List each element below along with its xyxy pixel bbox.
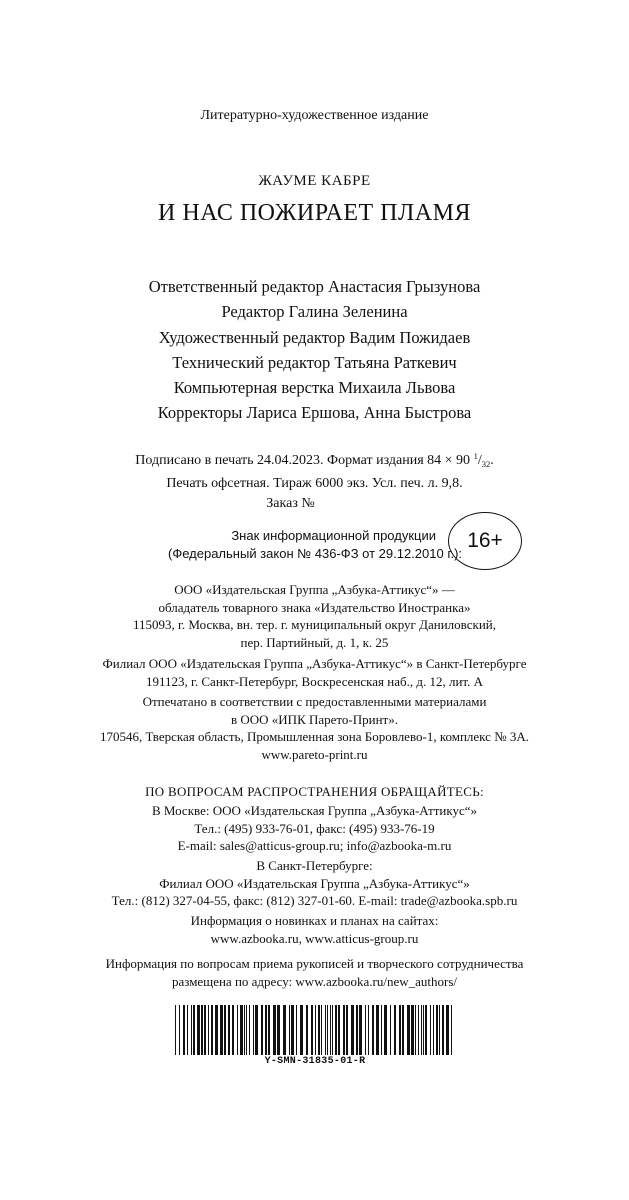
barcode-bar bbox=[365, 1005, 366, 1055]
credit-line: Корректоры Лариса Ершова, Анна Быстрова bbox=[157, 403, 472, 423]
barcode-bar bbox=[325, 1005, 326, 1055]
credit-line: Компьютерная верстка Михаила Львова bbox=[173, 378, 456, 398]
moscow-line: E-mail: sales@atticus-group.ru; info@azbooka-m.ru bbox=[177, 838, 452, 854]
barcode-bar bbox=[418, 1005, 419, 1055]
barcode-bar bbox=[318, 1005, 320, 1055]
barcode-bar bbox=[356, 1005, 358, 1055]
barcode-bar bbox=[306, 1005, 308, 1055]
filial-block bbox=[0, 655, 629, 690]
print-line-order: Заказ № bbox=[266, 496, 315, 511]
format-fraction-denominator: 32 bbox=[481, 459, 491, 469]
spb-contacts bbox=[0, 857, 629, 910]
barcode-bar bbox=[399, 1005, 401, 1055]
barcode-bar bbox=[423, 1005, 424, 1055]
barcode-bar bbox=[215, 1005, 218, 1055]
barcode-bar bbox=[425, 1005, 427, 1055]
barcode-bar bbox=[311, 1005, 313, 1055]
barcode bbox=[175, 1005, 455, 1055]
authors-line: размещена по адресу: www.azbooka.ru/new_authors/ bbox=[171, 973, 458, 989]
credit-line: Художественный редактор Вадим Пожидаев bbox=[158, 327, 471, 347]
barcode-bar bbox=[240, 1005, 243, 1055]
barcode-bar bbox=[224, 1005, 226, 1055]
barcode-bar bbox=[197, 1005, 200, 1055]
print-line-format: Подписано в печать 24.04.2023. Формат издания 84 × 90 $^1/_{32}$. bbox=[135, 451, 494, 469]
barcode-bar bbox=[179, 1005, 180, 1055]
authors-line: Информация по вопросам приема рукописей и творческого сотрудничества bbox=[105, 956, 524, 971]
barcode-bar bbox=[211, 1005, 213, 1055]
credit-line: Редактор Галина Зеленина bbox=[221, 302, 408, 322]
barcode-bar bbox=[255, 1005, 258, 1055]
barcode-bar bbox=[327, 1005, 328, 1055]
barcode-bar bbox=[381, 1005, 382, 1055]
barcode-bar bbox=[376, 1005, 379, 1055]
barcode-bar bbox=[359, 1005, 362, 1055]
spb-line: В Санкт-Петербурге: bbox=[256, 858, 373, 873]
barcode-bar bbox=[446, 1005, 449, 1055]
barcode-bar bbox=[201, 1005, 203, 1055]
barcode-bar bbox=[332, 1005, 333, 1055]
barcode-bar bbox=[187, 1005, 188, 1055]
publisher-line: пер. Партийный, д. 1, к. 25 bbox=[240, 635, 389, 651]
printer-line: Отпечатано в соответствии с предоставленными материалами bbox=[142, 694, 487, 709]
age-rating-badge: 16+ bbox=[448, 512, 522, 570]
barcode-bar bbox=[394, 1005, 396, 1055]
moscow-line: Тел.: (495) 933-76-01, факс: (495) 933-76-19 bbox=[194, 820, 435, 836]
barcode-bar bbox=[208, 1005, 209, 1055]
sign-line: Знак информационной продукции bbox=[231, 528, 436, 543]
barcode-bar bbox=[268, 1005, 270, 1055]
credit-line: Ответственный редактор Анастасия Грызунова bbox=[148, 277, 481, 296]
barcode-bar bbox=[402, 1005, 404, 1055]
publisher-block bbox=[0, 581, 629, 652]
print-info bbox=[0, 446, 629, 514]
barcode-bar bbox=[244, 1005, 245, 1055]
barcode-bar bbox=[315, 1005, 316, 1055]
barcode-bar bbox=[368, 1005, 369, 1055]
barcode-bar bbox=[228, 1005, 230, 1055]
publisher-line: ООО «Издательская Группа „Азбука-Аттикус“» — bbox=[174, 582, 455, 597]
barcode-bar bbox=[237, 1005, 238, 1055]
barcode-bar bbox=[439, 1005, 440, 1055]
info-product-sign bbox=[168, 527, 463, 563]
credits-block bbox=[0, 274, 629, 426]
barcode-bar bbox=[261, 1005, 263, 1055]
barcode-bar bbox=[253, 1005, 254, 1055]
printer-line: в ООО «ИПК Парето-Принт». bbox=[230, 711, 398, 727]
barcode-bar bbox=[291, 1005, 294, 1055]
barcode-bar bbox=[277, 1005, 280, 1055]
barcode-bar bbox=[343, 1005, 345, 1055]
barcode-bar bbox=[175, 1005, 176, 1055]
barcode-bar bbox=[249, 1005, 250, 1055]
barcode-bar bbox=[407, 1005, 410, 1055]
barcode-bar bbox=[451, 1005, 452, 1055]
spb-line: Филиал ООО «Издательская Группа „Азбука-Аттикус“» bbox=[159, 875, 470, 891]
barcode-bar bbox=[296, 1005, 297, 1055]
barcode-bar bbox=[351, 1005, 354, 1055]
sign-line: (Федеральный закон № 436-ФЗ от 29.12.2010 г.): bbox=[168, 546, 463, 561]
printer-block bbox=[0, 693, 629, 764]
barcode-bar bbox=[204, 1005, 206, 1055]
filial-line: 191123, г. Санкт-Петербург, Воскресенская наб., д. 12, лит. А bbox=[146, 673, 483, 689]
authors-info bbox=[0, 955, 629, 990]
spb-line: Тел.: (812) 327-04-55, факс: (812) 327-01-60. E-mail: trade@azbooka.spb.ru bbox=[111, 893, 518, 909]
barcode-bar bbox=[346, 1005, 348, 1055]
barcode-bar bbox=[390, 1005, 391, 1055]
filial-line: Филиал ООО «Издательская Группа „Азбука-Аттикус“» в Санкт-Петербурге bbox=[102, 656, 527, 671]
publisher-line: обладатель товарного знака «Издательство Иностранка» bbox=[158, 599, 471, 615]
moscow-line: В Москве: ООО «Издательская Группа „Азбука-Аттикус“» bbox=[151, 803, 478, 818]
barcode-bar bbox=[421, 1005, 422, 1055]
barcode-bar bbox=[338, 1005, 340, 1055]
book-title: И НАС ПОЖИРАЕТ ПЛАМЯ bbox=[158, 200, 471, 226]
print-line-run: Печать офсетная. Тираж 6000 экз. Усл. печ. л. 9,8. bbox=[166, 476, 463, 491]
barcode-bar bbox=[384, 1005, 387, 1055]
barcode-bar bbox=[415, 1005, 416, 1055]
barcode-bar bbox=[283, 1005, 286, 1055]
barcode-bar bbox=[442, 1005, 444, 1055]
barcode-bar bbox=[372, 1005, 374, 1055]
barcode-bar bbox=[232, 1005, 234, 1055]
moscow-contacts bbox=[0, 802, 629, 855]
series-label: Литературно-художественное издание bbox=[200, 108, 429, 123]
barcode-bar bbox=[300, 1005, 303, 1055]
barcode-text: Y-SMN-31835-01-R bbox=[264, 1056, 366, 1067]
barcode-bar bbox=[321, 1005, 322, 1055]
author-name: ЖАУМЕ КАБРЕ bbox=[258, 173, 371, 189]
barcode-bar bbox=[246, 1005, 247, 1055]
barcode-bar bbox=[330, 1005, 331, 1055]
barcode-bar bbox=[436, 1005, 438, 1055]
barcode-bar bbox=[289, 1005, 290, 1055]
barcode-bar bbox=[335, 1005, 337, 1055]
barcode-bar bbox=[430, 1005, 431, 1055]
printer-line: www.pareto-print.ru bbox=[261, 747, 368, 763]
online-line: Информация о новинках и планах на сайтах: bbox=[190, 913, 439, 928]
barcode-bar bbox=[183, 1005, 185, 1055]
barcode-bar bbox=[273, 1005, 276, 1055]
barcode-bar bbox=[265, 1005, 267, 1055]
distribution-heading: ПО ВОПРОСАМ РАСПРОСТРАНЕНИЯ ОБРАЩАЙТЕСЬ: bbox=[145, 784, 484, 799]
online-info bbox=[0, 912, 629, 947]
barcode-bar bbox=[411, 1005, 414, 1055]
barcode-bar bbox=[193, 1005, 195, 1055]
barcode-bar bbox=[220, 1005, 223, 1055]
barcode-bar bbox=[433, 1005, 434, 1055]
credit-line: Технический редактор Татьяна Раткевич bbox=[172, 352, 457, 372]
format-fraction-numerator: 1 bbox=[473, 451, 478, 461]
barcode-bar bbox=[191, 1005, 192, 1055]
printer-line: 170546, Тверская область, Промышленная зона Боровлево-1, комплекс № 3А. bbox=[100, 729, 529, 745]
publisher-line: 115093, г. Москва, вн. тер. г. муниципальный округ Даниловский, bbox=[133, 617, 496, 633]
online-line: www.azbooka.ru, www.atticus-group.ru bbox=[210, 930, 419, 946]
